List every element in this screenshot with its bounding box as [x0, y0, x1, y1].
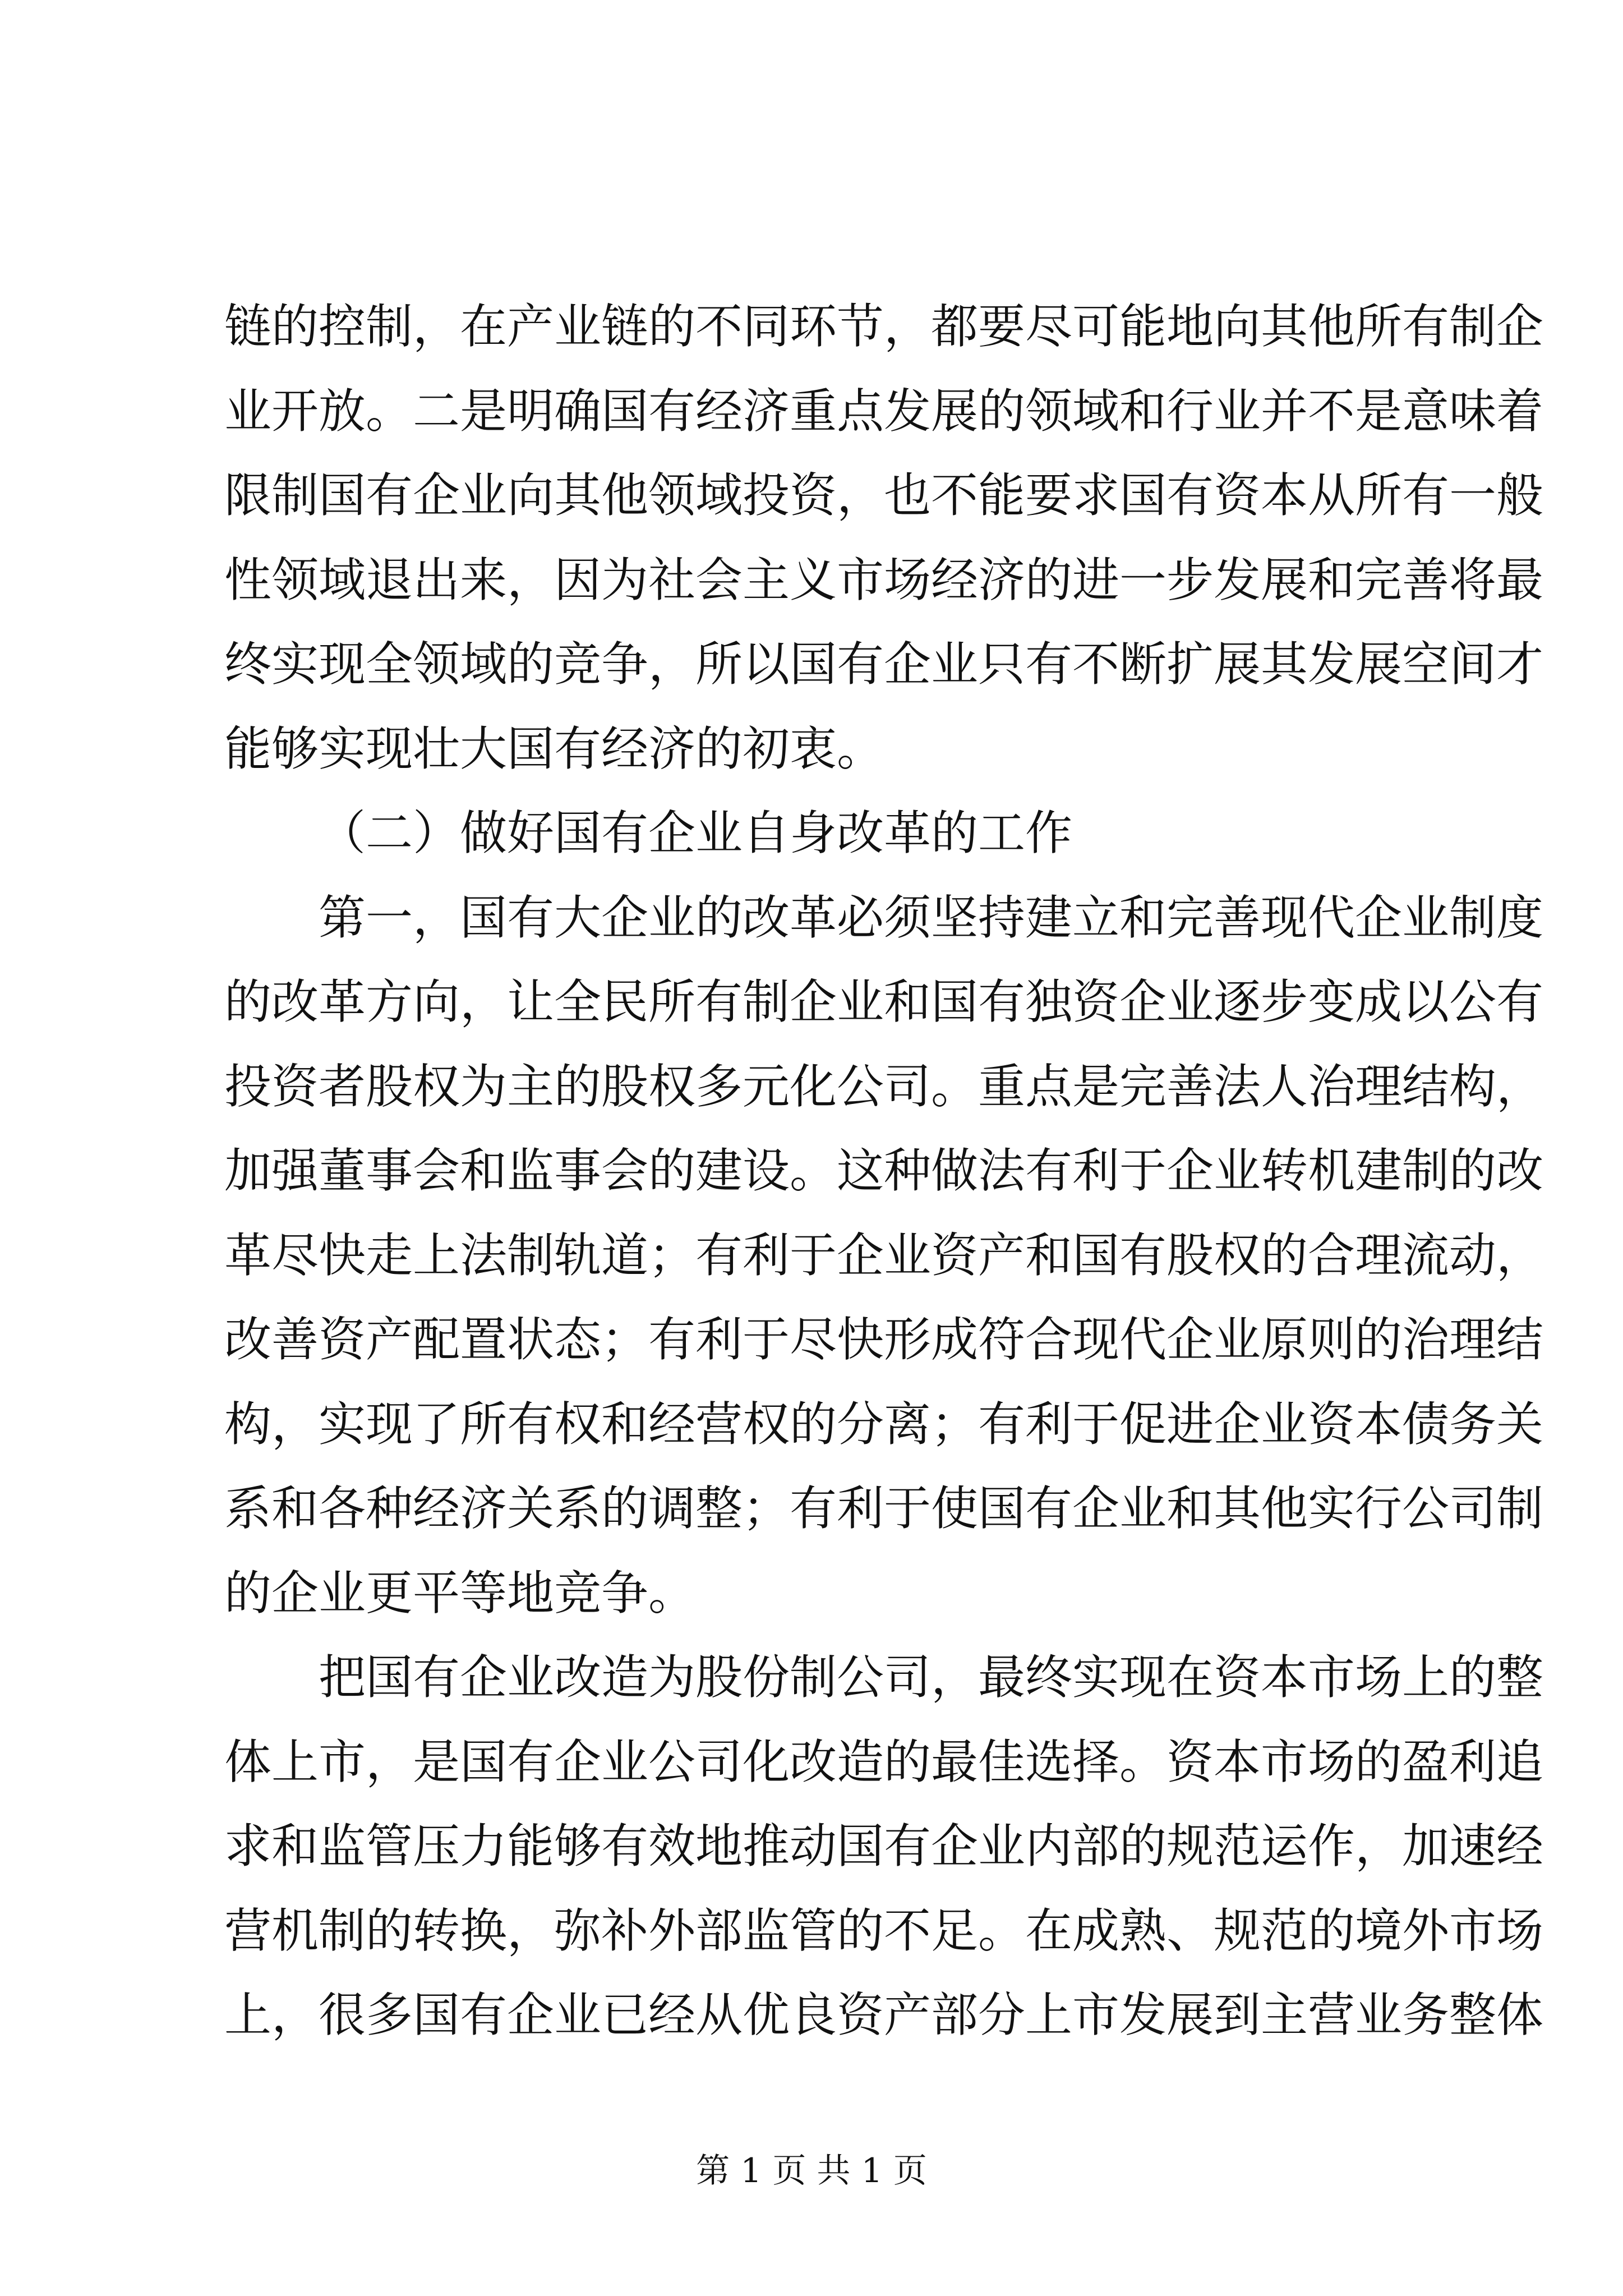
text-line: 的改革方向，让全民所有制企业和国有独资企业逐步变成以公有 — [224, 974, 1544, 1029]
text-line: 体上市，是国有企业公司化改造的最佳选择。资本市场的盈利追 — [224, 1734, 1544, 1789]
text-line: 投资者股权为主的股权多元化公司。重点是完善法人治理结构， — [224, 1059, 1544, 1114]
text-line: 求和监管压力能够有效地推动国有企业内部的规范运作，加速经 — [224, 1819, 1544, 1874]
text-line: 把国有企业改造为股份制公司，最终实现在资本市场上的整 — [319, 1650, 1544, 1705]
text-line: 终实现全领域的竞争，所以国有企业只有不断扩展其发展空间才 — [224, 637, 1544, 692]
text-line: 改善资产配置状态；有利于尽快形成符合现代企业原则的治理结 — [224, 1312, 1544, 1367]
text-line: 限制国有企业向其他领域投资，也不能要求国有资本从所有一般 — [224, 468, 1544, 523]
document-body — [224, 299, 1544, 2076]
text-line: 第一，国有大企业的改革必须坚持建立和完善现代企业制度 — [319, 890, 1544, 945]
text-line: 构，实现了所有权和经营权的分离；有利于促进企业资本债务关 — [224, 1396, 1544, 1452]
text-line: 加强董事会和监事会的建设。这种做法有利于企业转机建制的改 — [224, 1143, 1544, 1198]
text-line: 链的控制，在产业链的不同环节，都要尽可能地向其他所有制企 — [224, 299, 1544, 354]
text-line: 性领域退出来，因为社会主义市场经济的进一步发展和完善将最 — [224, 552, 1544, 608]
text-line: 革尽快走上法制轨道；有利于企业资产和国有股权的合理流动， — [224, 1227, 1544, 1283]
text-line: 营机制的转换，弥补外部监管的不足。在成熟、规范的境外市场 — [224, 1903, 1544, 1958]
section-heading: （二）做好国有企业自身改革的工作 — [319, 806, 1073, 861]
text-line: 能够实现壮大国有经济的初衷。 — [224, 721, 884, 776]
text-line: 系和各种经济关系的调整；有利于使国有企业和其他实行公司制 — [224, 1481, 1544, 1536]
page-footer: 第 1 页 共 1 页 — [696, 2151, 927, 2191]
text-line: 业开放。二是明确国有经济重点发展的领域和行业并不是意味着 — [224, 383, 1544, 439]
text-line: 上，很多国有企业已经从优良资产部分上市发展到主营业务整体 — [224, 1987, 1544, 2042]
text-line: 的企业更平等地竞争。 — [224, 1565, 696, 1621]
